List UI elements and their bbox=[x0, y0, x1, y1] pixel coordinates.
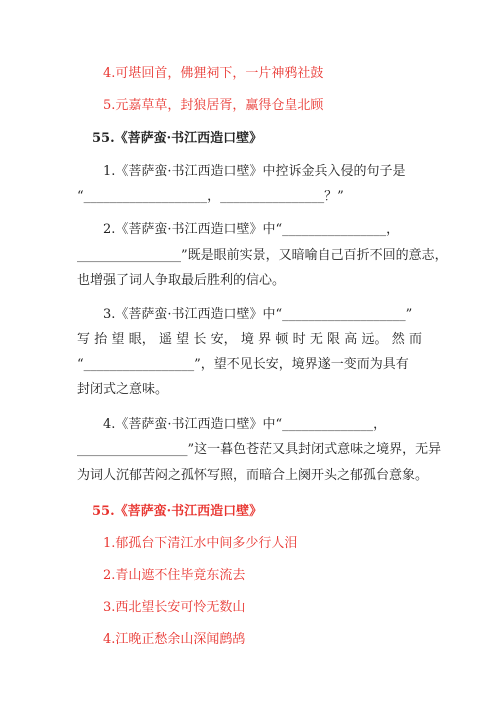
answer-line-4-bottom: 4.江晚正愁余山深闻鹧鸪 bbox=[103, 632, 246, 647]
q3-line4: 封闭式之意味。 bbox=[77, 382, 169, 397]
q2-line2: ________________”既是眼前实景，又暗喻自己百折不回的意志， bbox=[77, 248, 448, 263]
q3-char: 时 bbox=[292, 332, 306, 347]
q3-char: 写 bbox=[77, 332, 91, 347]
answer-line-3: 3.西北望长安可怜无数山 bbox=[103, 600, 246, 615]
q3-char: 长 bbox=[193, 332, 207, 347]
q3-char: 遥 bbox=[158, 332, 172, 347]
q4-line1: 4.《菩萨蛮·书江西造口壁》中“______________， bbox=[103, 417, 387, 432]
q3-char: 眼， bbox=[128, 332, 155, 347]
q3-line3: “_________________”，望不见长安，境界遂一变而为具有 bbox=[77, 357, 409, 372]
q2-line3: 也增强了词人争取最后胜利的信心。 bbox=[77, 273, 286, 288]
q1-line2: “___________________，________________？” bbox=[77, 189, 344, 204]
q3-char: 望 bbox=[111, 332, 125, 347]
answer-line-2: 2.青山遮不住毕竟东流去 bbox=[103, 568, 246, 583]
q3-char: 抬 bbox=[94, 332, 108, 347]
q3-char: 而 bbox=[408, 332, 422, 347]
q3-char: 境 bbox=[240, 332, 254, 347]
q4-line3: 为词人沉郁苦闷之孤怀写照，而暗合上阕开头之郁孤台意象。 bbox=[77, 468, 429, 483]
q3-char: 顿 bbox=[275, 332, 289, 347]
answer-title: 55.《菩萨蛮·书江西造口壁》 bbox=[92, 504, 263, 519]
q3-line2 bbox=[77, 331, 422, 349]
q2-line1: 2.《菩萨蛮·书江西造口壁》中“________________， bbox=[103, 222, 400, 237]
q3-char: 远。 bbox=[361, 332, 388, 347]
q3-char: 界 bbox=[258, 332, 272, 347]
q3-char: 高 bbox=[344, 332, 358, 347]
answer-line-1: 1.郁孤台下清江水中间多少行人泪 bbox=[103, 536, 298, 551]
answer-line-5: 5.元嘉草草，封狼居胥，赢得仓皇北顾 bbox=[103, 98, 324, 113]
q3-line1: 3.《菩萨蛮·书江西造口壁》中“___________________” bbox=[103, 307, 413, 322]
q3-char: 无 bbox=[309, 332, 323, 347]
answer-line-4: 4.可堪回首，佛狸祠下，一片神鸦社鼓 bbox=[103, 66, 324, 81]
q1-line1: 1.《菩萨蛮·书江西造口壁》中控诉金兵入侵的句子是 bbox=[103, 164, 406, 179]
q3-char: 然 bbox=[391, 332, 405, 347]
q3-char: 安， bbox=[210, 332, 237, 347]
section-title: 55.《菩萨蛮·书江西造口壁》 bbox=[92, 131, 263, 146]
q3-char: 限 bbox=[327, 332, 341, 347]
q4-line2: _________________”这一暮色苍茫又具封闭式意味之境界，无异 bbox=[77, 442, 442, 457]
q3-char: 望 bbox=[176, 332, 190, 347]
